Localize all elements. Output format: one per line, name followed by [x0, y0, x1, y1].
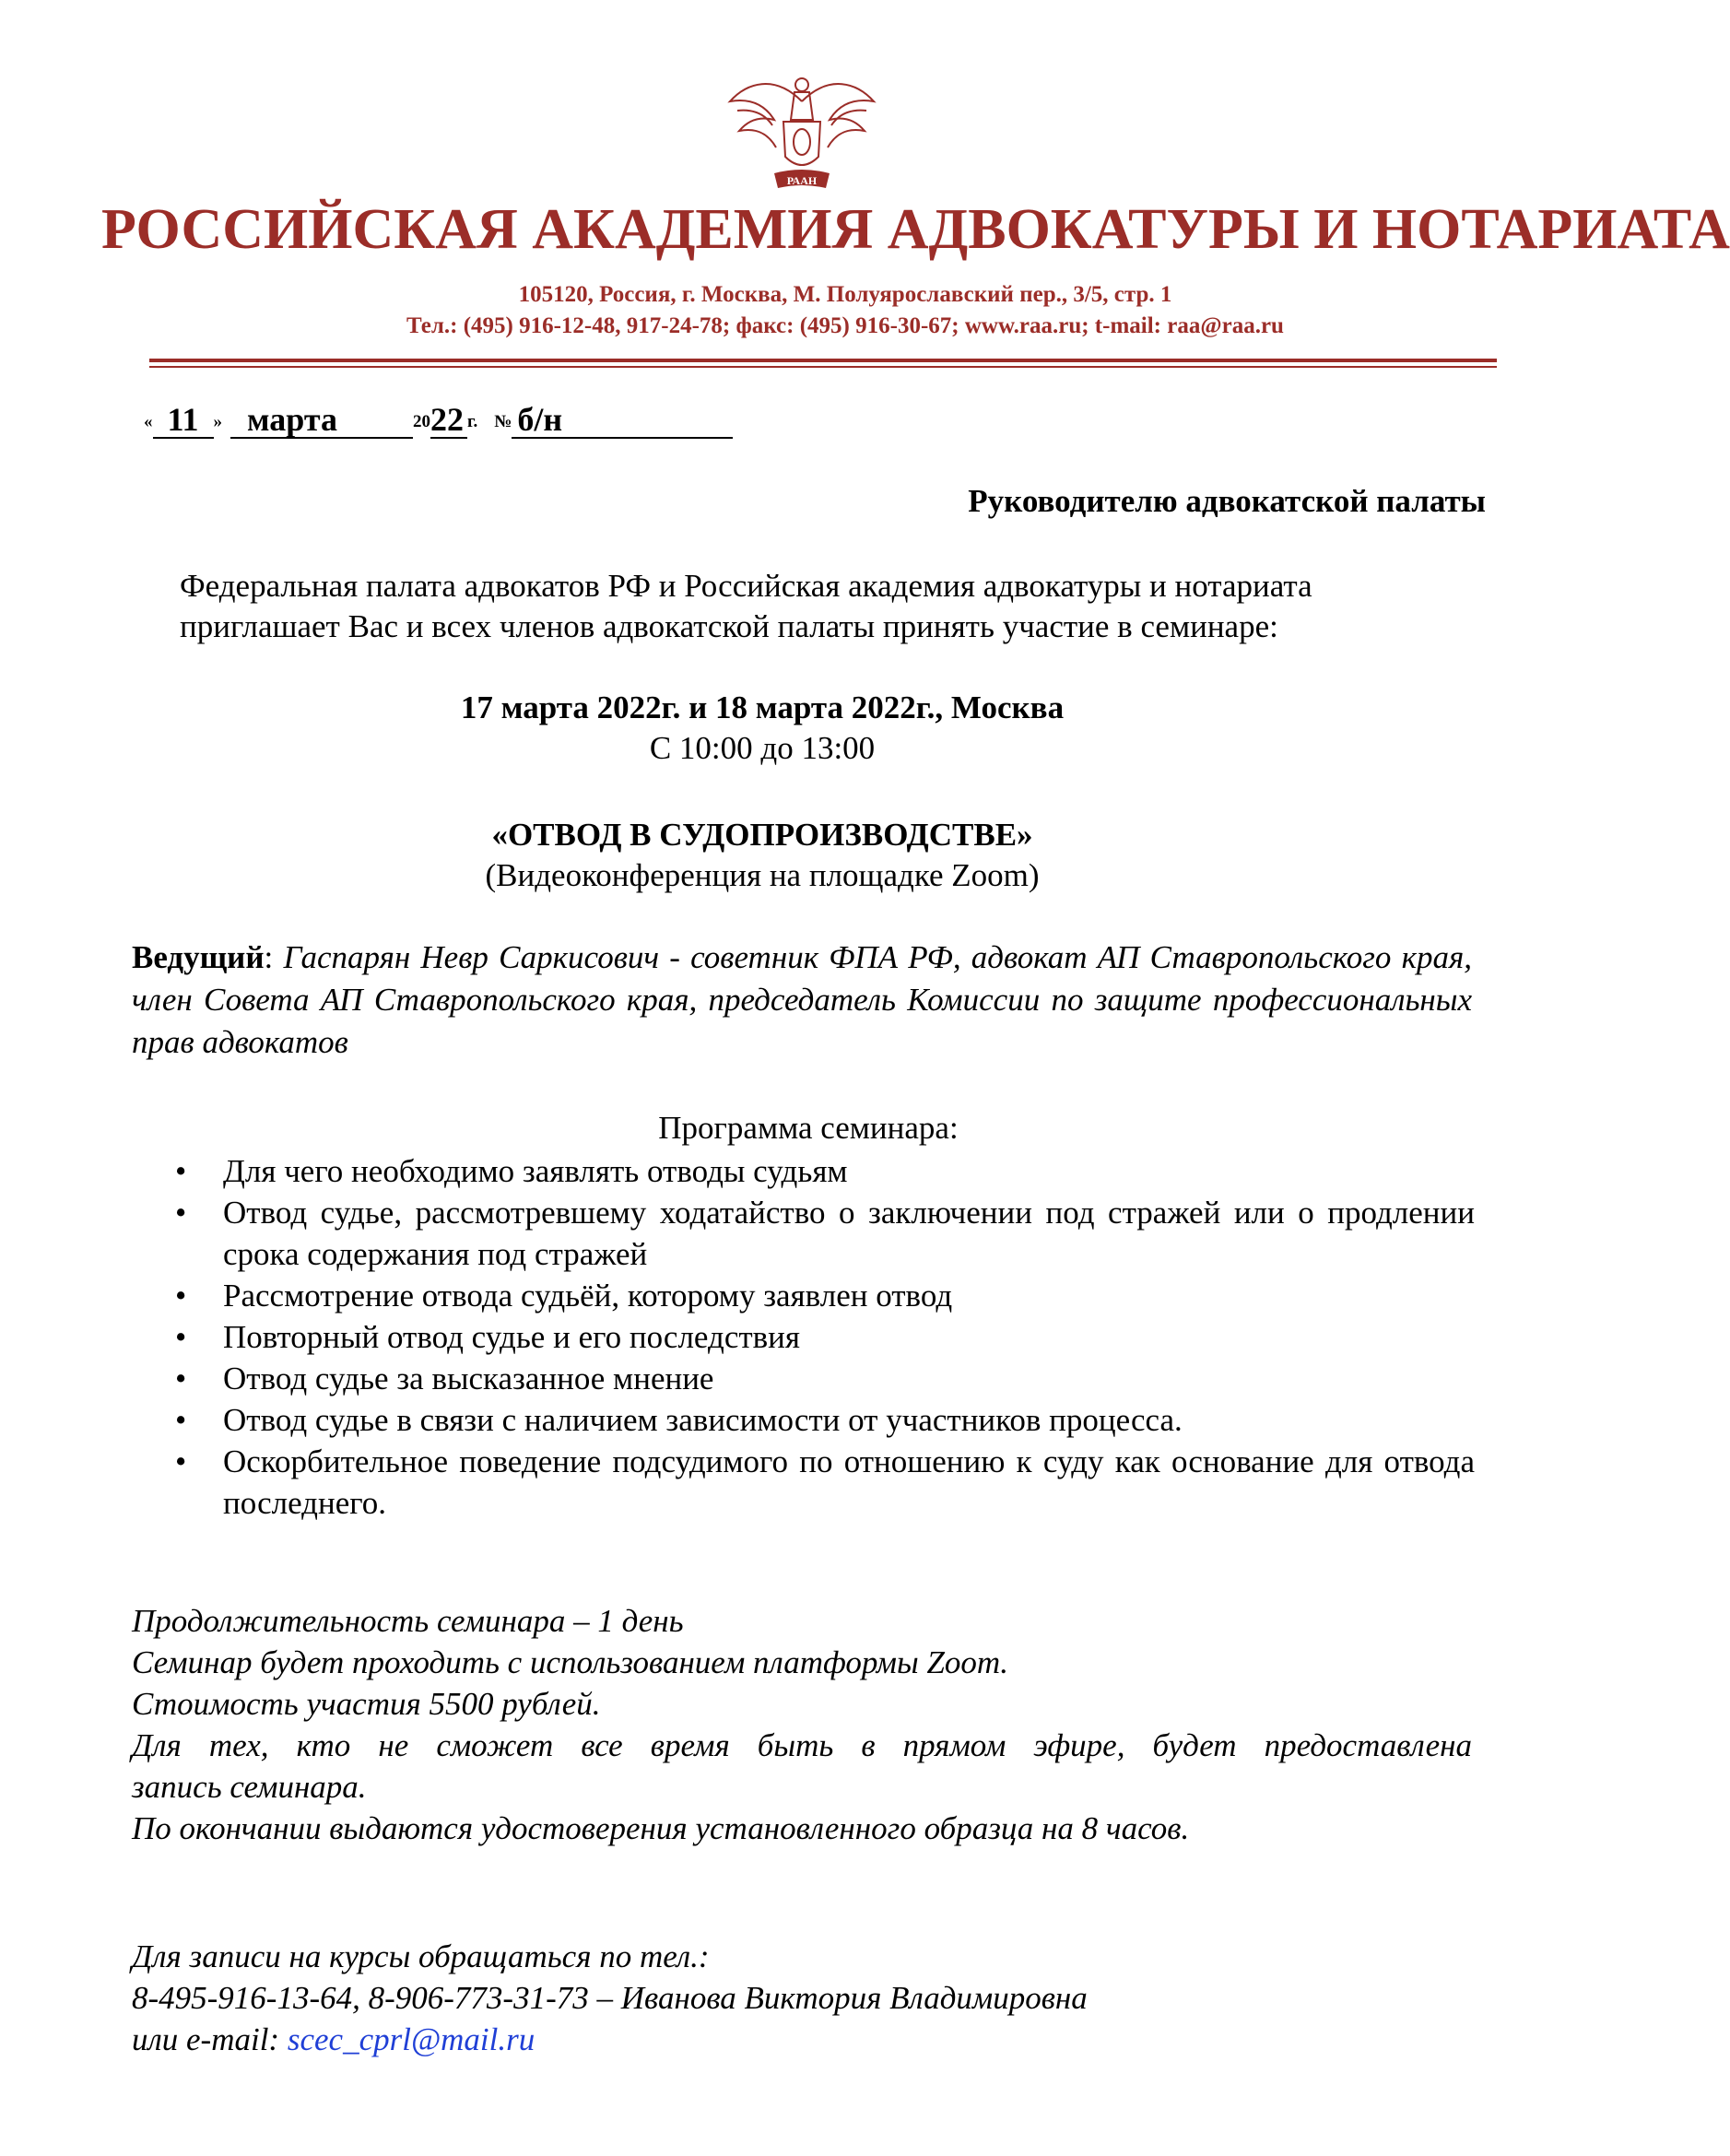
date-open-quote: « [144, 412, 153, 431]
list-item: • Рассмотрение отвода судьёй, которому заявлен отвод [175, 1275, 1475, 1316]
list-item: • Для чего необходимо заявлять отводы судьям [175, 1150, 1475, 1192]
contact-block [132, 1936, 1472, 2060]
host-colon: : [264, 939, 274, 975]
date-year-abbr: г. [467, 412, 478, 431]
host-description: Гаспарян Невр Саркисович - советник ФПА РФ, адвокат АП Ставропольского края, член Совета АП Ставропольского края, председатель Комиссии по защите профессиональных прав адвокатов [132, 939, 1473, 1060]
contact-line1: Для записи на курсы обращаться по тел.: [132, 1938, 710, 1974]
date-close-quote: » [213, 412, 222, 431]
note-duration: Продолжительность семинара – 1 день [132, 1603, 684, 1639]
org-address: 105120, Россия, г. Москва, М. Полуярославский пер., 3/5, стр. 1 [518, 282, 1172, 307]
email-prefix: или e-mail: [132, 2021, 288, 2057]
list-item: • Отвод судье, рассмотревшему ходатайство о заключении под стражей или о продлении срока содержания под стражей [175, 1192, 1475, 1275]
program-list [175, 1150, 1475, 1524]
date-month: марта [230, 402, 413, 439]
host-paragraph [132, 937, 1472, 1064]
number-sign: № [494, 412, 512, 431]
event-dates: 17 марта 2022г. и 18 марта 2022г., Москва [460, 689, 1065, 725]
academy-emblem-icon [710, 65, 894, 203]
date-line [144, 400, 733, 439]
program-title: Программа семинара: [658, 1110, 959, 1146]
event-venue: (Видеоконференция на площадке Zoom) [485, 857, 1040, 893]
contact-phones: 8-495-916-13-64, 8-906-773-31-73 – Иванова Виктория Владимировна [132, 1980, 1088, 2016]
contact-email-line [132, 2019, 1472, 2060]
date-year-suffix: 22 [430, 402, 467, 439]
event-time: С 10:00 до 13:00 [649, 730, 876, 766]
org-contacts: Тел.: (495) 916-12-48, 917-24-78; факс: (495) 916-30-67; www.raa.ru; t-mail: raa@raa.ru [406, 313, 1284, 338]
note-recording-line2: запись семинара. [132, 1769, 367, 1805]
recipient: Руководителю адвокатской палаты [968, 483, 1486, 519]
date-year-prefix: 20 [413, 412, 430, 431]
email-link[interactable]: scec_cprl@mail.ru [287, 2021, 535, 2057]
note-recording-line1: Для тех, кто не сможет все время быть в прямом эфире, будет предоставлена [132, 1727, 1472, 1763]
list-item: • Оскорбительное поведение подсудимого по отношению к суду как основание для отвода последнего. [175, 1441, 1475, 1524]
header-divider-thin [149, 366, 1497, 368]
header-divider-thick [149, 359, 1497, 362]
list-item: • Отвод судье за высказанное мнение [175, 1358, 1475, 1399]
host-label: Ведущий [132, 939, 265, 975]
note-platform: Семинар будет проходить с использованием платформы Zoom. [132, 1644, 1008, 1680]
list-item: • Повторный отвод судье и его последствия [175, 1316, 1475, 1358]
note-cost: Стоимость участия 5500 рублей. [132, 1686, 601, 1722]
list-item: • Отвод судье в связи с наличием зависимости от участников процесса. [175, 1399, 1475, 1441]
date-day: 11 [153, 402, 214, 439]
note-certificate: По окончании выдаются удостоверения установленного образца на 8 часов. [132, 1810, 1190, 1846]
intro-paragraph: Федеральная палата адвокатов РФ и Российская академия адвокатуры и нотариата приглашает Вас и всех членов адвокатской палаты принять участие в семинаре: [180, 568, 1312, 644]
emblem-ribbon-text: РААН [786, 174, 818, 187]
document-number: б/н [512, 402, 733, 439]
seminar-notes [132, 1600, 1472, 1849]
org-name: РОССИЙСКАЯ АКАДЕМИЯ АДВОКАТУРЫ И НОТАРИАТА [101, 198, 1730, 261]
event-topic: «ОТВОД В СУДОПРОИЗВОДСТВЕ» [491, 817, 1033, 853]
